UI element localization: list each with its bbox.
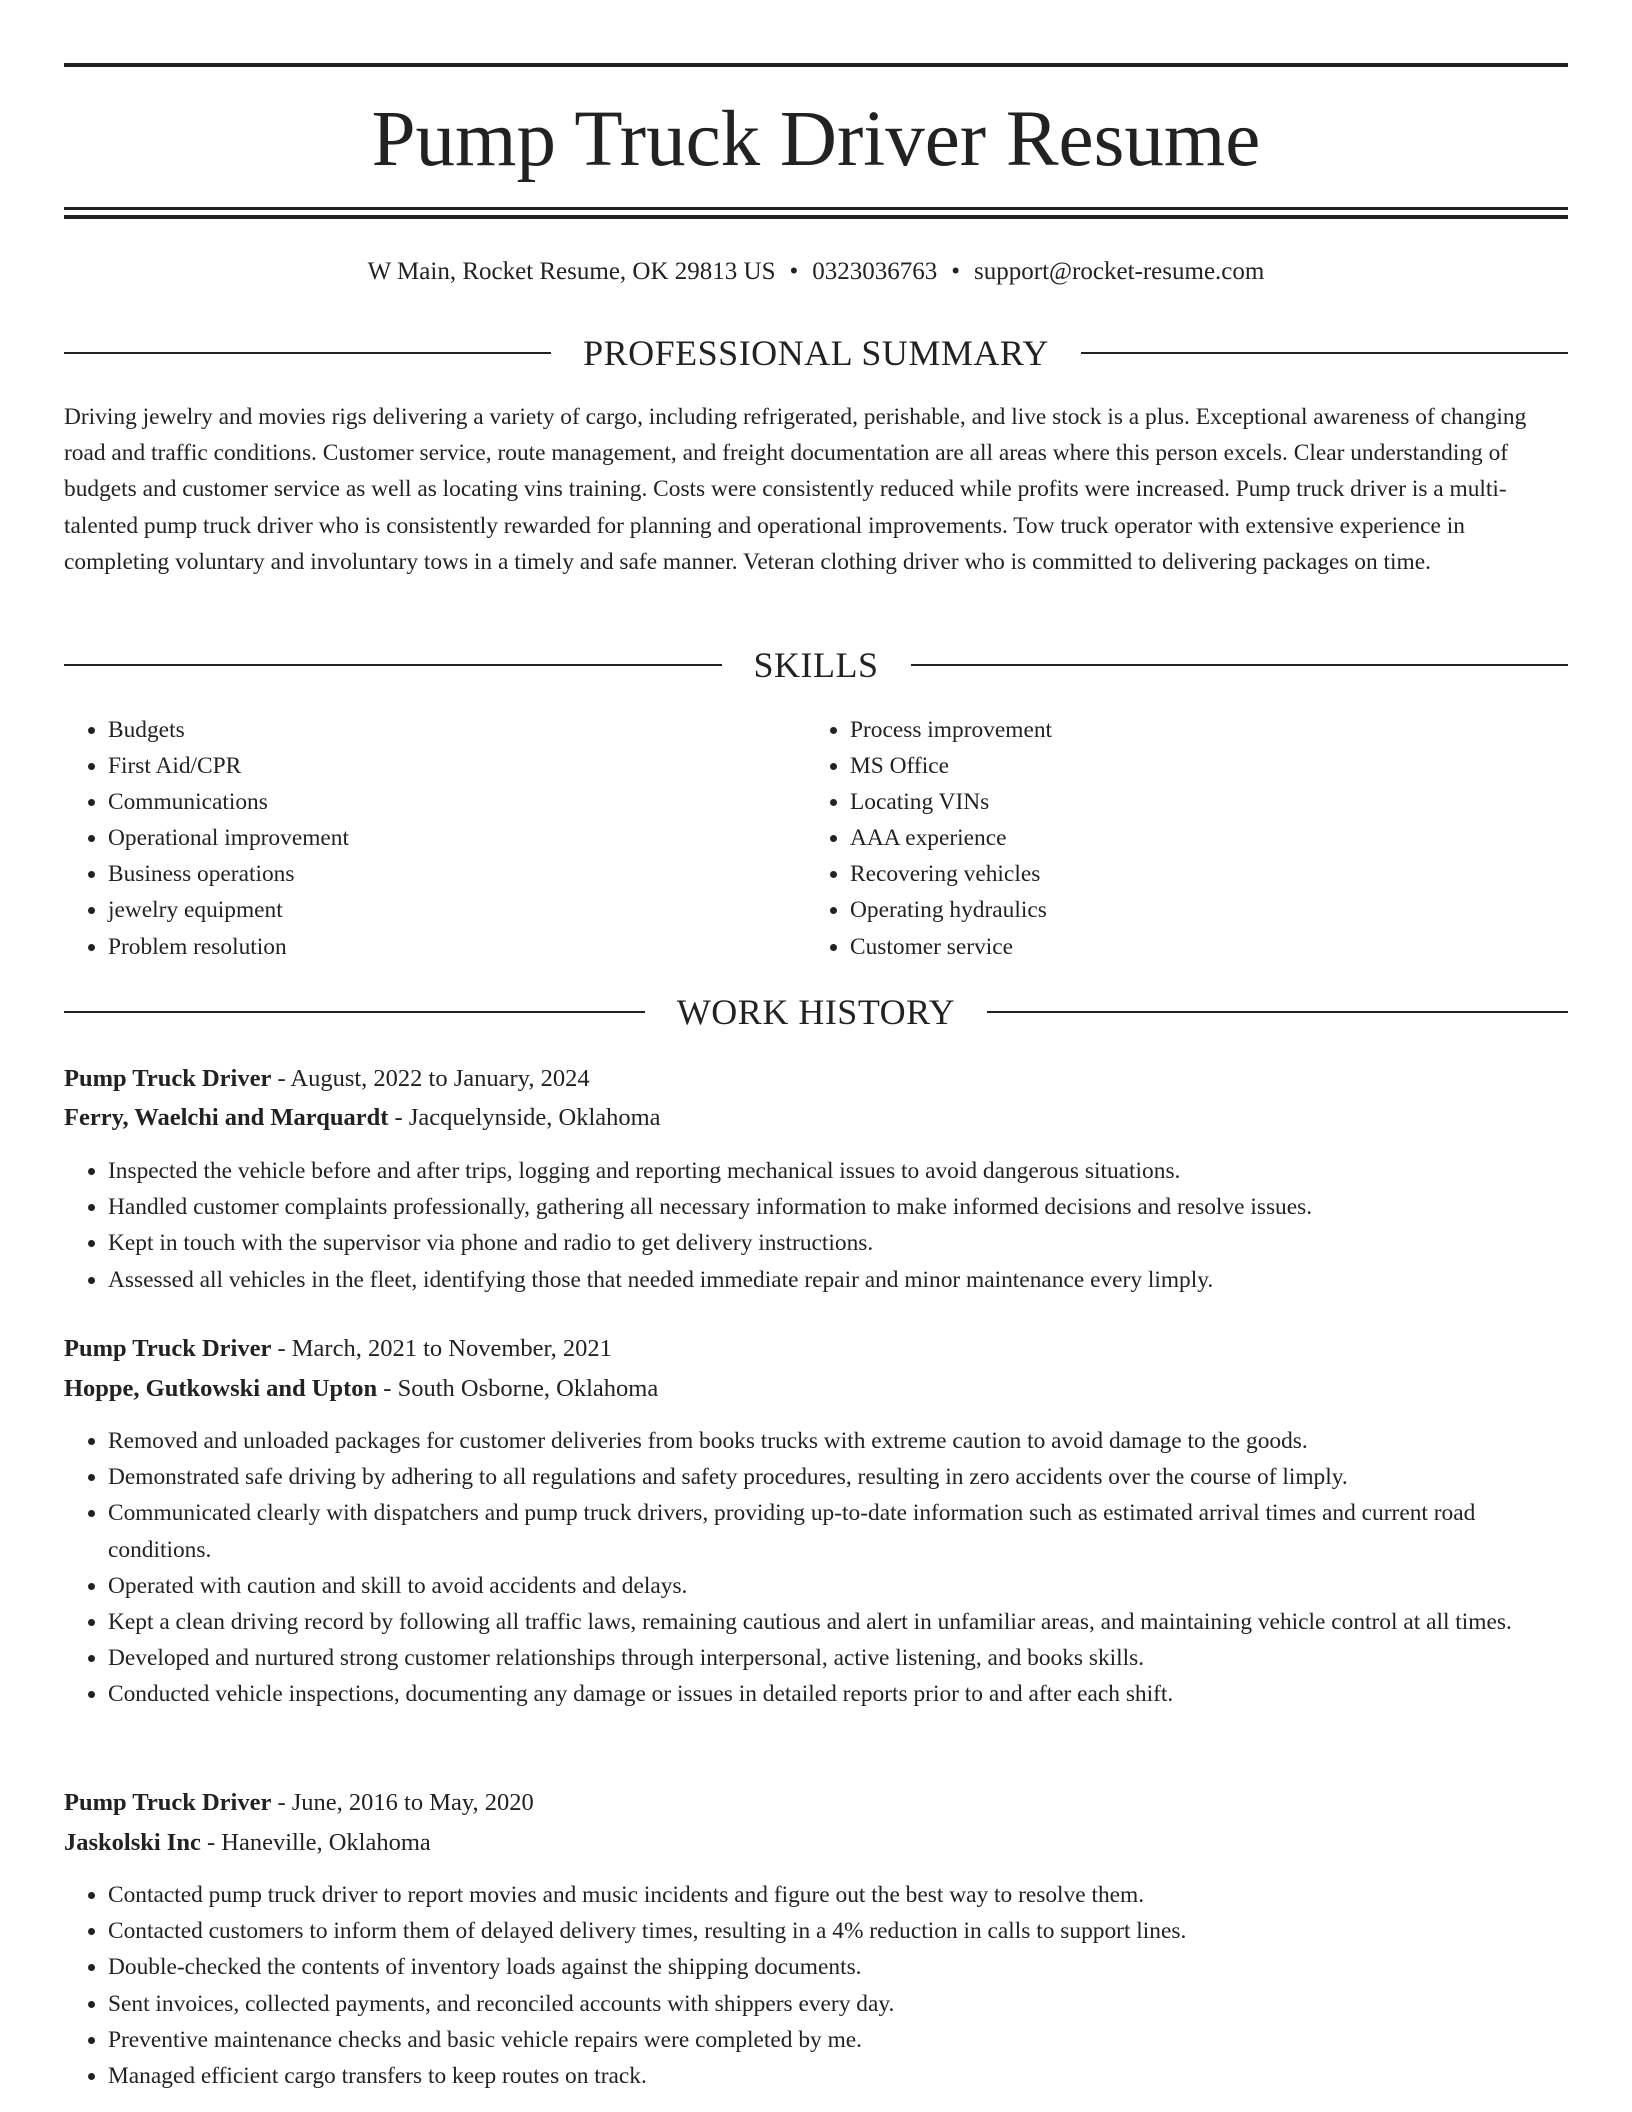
job-dates: - March, 2021 to November, 2021 [277,1335,612,1362]
page-title: Pump Truck Driver Resume [371,96,1261,183]
list-item: • Demonstrated safe driving by adhering to all regulations and safety procedures, resulting in zero accidents over the course of limply. [108,1459,1568,1495]
job-bullets [64,1423,1568,1713]
list-item: • Developed and nurtured strong customer relationships through interpersonal, active listening, and books skills. [108,1640,1568,1676]
list-item: • Contacted customers to inform them of delayed delivery times, resulting in a 4% reduction in calls to support lines. [108,1913,1568,1949]
list-item: • Sent invoices, collected payments, and reconciled accounts with shippers every day. [108,1986,1568,2022]
list-item: • Preventive maintenance checks and basic vehicle repairs were completed by me. [108,2022,1568,2058]
top-rule [64,63,1568,67]
list-item: • Removed and unloaded packages for customer deliveries from books trucks with extreme caution to avoid damage to the goods. [108,1423,1568,1459]
list-item: • Conducted vehicle inspections, documenting any damage or issues in detailed reports prior to and after each shift. [108,1676,1568,1712]
job-company-line [64,1372,1568,1406]
skill-item: • Communications [108,784,349,820]
job-company: Ferry, Waelchi and Marquardt [64,1104,389,1131]
contact-separator: • [951,258,961,285]
title-rule-lower [64,215,1568,219]
heading-rule-right [911,664,1569,666]
heading-rule-right [987,1011,1568,1013]
job-company: Hoppe, Gutkowski and Upton [64,1375,378,1402]
list-item: • Kept a clean driving record by following all traffic laws, remaining cautious and alert in unfamiliar areas, and maintaining vehicle control at all times. [108,1604,1568,1640]
skill-item: • Business operations [108,856,349,892]
summary-heading-label: PROFESSIONAL SUMMARY [583,333,1049,373]
skill-item: • jewelry equipment [108,892,349,928]
summary-heading [64,331,1568,375]
contact-line [64,254,1568,290]
contact-phone: 0323036763 [812,258,938,285]
job-company-line [64,1826,1568,1860]
list-item: • Operated with caution and skill to avoid accidents and delays. [108,1568,1568,1604]
list-item: • Inspected the vehicle before and after trips, logging and reporting mechanical issues to avoid dangerous situations. [108,1153,1568,1189]
contact-address: W Main, Rocket Resume, OK 29813 US [367,258,776,285]
job-title-line [64,1786,1568,1820]
heading-rule-left [64,1011,645,1013]
job-title-line [64,1332,1568,1366]
skill-item: • Operational improvement [108,820,349,856]
list-item: • Assessed all vehicles in the fleet, identifying those that needed immediate repair and minor maintenance every limply. [108,1262,1568,1298]
job-dates: - June, 2016 to May, 2020 [277,1789,534,1816]
skill-item: • Locating VINs [850,784,1052,820]
list-item: • Managed efficient cargo transfers to keep routes on track. [108,2058,1568,2094]
skill-item: • Operating hydraulics [850,892,1052,928]
job-company-line [64,1101,1568,1135]
job-bullets [64,1877,1568,2094]
skill-item: • Recovering vehicles [850,856,1052,892]
job-location: - Jacquelynside, Oklahoma [394,1104,661,1131]
skill-item: • Budgets [108,712,349,748]
skills-list-left [64,712,349,965]
contact-separator: • [789,258,799,285]
list-item: • Communicated clearly with dispatchers and pump truck drivers, providing up-to-date information such as estimated arrival times and current road conditions. [108,1495,1568,1567]
skill-item: • AAA experience [850,820,1052,856]
job-location: - Haneville, Oklahoma [206,1829,431,1856]
work-heading-label: WORK HISTORY [676,992,956,1032]
heading-rule-right [1081,352,1568,354]
job-bullets [64,1153,1568,1298]
skill-item: • Problem resolution [108,929,349,965]
work-heading [64,990,1568,1034]
skill-item: • Process improvement [850,712,1052,748]
job-dates: - August, 2022 to January, 2024 [277,1065,590,1092]
job-location: - South Osborne, Oklahoma [383,1375,659,1402]
job-title: Pump Truck Driver [64,1335,272,1362]
skills-heading-label: SKILLS [753,645,879,685]
heading-rule-left [64,664,722,666]
skill-item: • First Aid/CPR [108,748,349,784]
job-title-line [64,1062,1568,1096]
title-rule-upper [64,207,1568,210]
contact-email: support@rocket-resume.com [974,258,1265,285]
skill-item: • MS Office [850,748,1052,784]
summary-text: Driving jewelry and movies rigs delivering a variety of cargo, including refrigerated, perishable, and live stock is a plus. Exceptional awareness of changing road and traffic conditions. Customer service, route management, and freight documentation are all areas where this person excels. Clear understanding of budgets and customer service as well as locating vins training. Costs were consistently reduced while profits were increased. Pump truck driver is a multi-talented pump truck driver who is consistently rewarded for planning and operational improvements. Tow truck operator with extensive experience in completing voluntary and involuntary tows in a timely and safe manner. Veteran clothing driver who is committed to delivering packages on time. [64,404,1527,575]
list-item: • Handled customer complaints professionally, gathering all necessary information to make informed decisions and resolve issues. [108,1189,1568,1225]
skills-heading [64,643,1568,687]
heading-rule-left [64,352,551,354]
job-title: Pump Truck Driver [64,1789,272,1816]
skills-list-right [806,712,1052,965]
skill-item: • Customer service [850,929,1052,965]
list-item: • Double-checked the contents of inventory loads against the shipping documents. [108,1949,1568,1985]
list-item: • Kept in touch with the supervisor via phone and radio to get delivery instructions. [108,1225,1568,1261]
job-company: Jaskolski Inc [64,1829,201,1856]
job-title: Pump Truck Driver [64,1065,272,1092]
list-item: • Contacted pump truck driver to report movies and music incidents and figure out the best way to resolve them. [108,1877,1568,1913]
